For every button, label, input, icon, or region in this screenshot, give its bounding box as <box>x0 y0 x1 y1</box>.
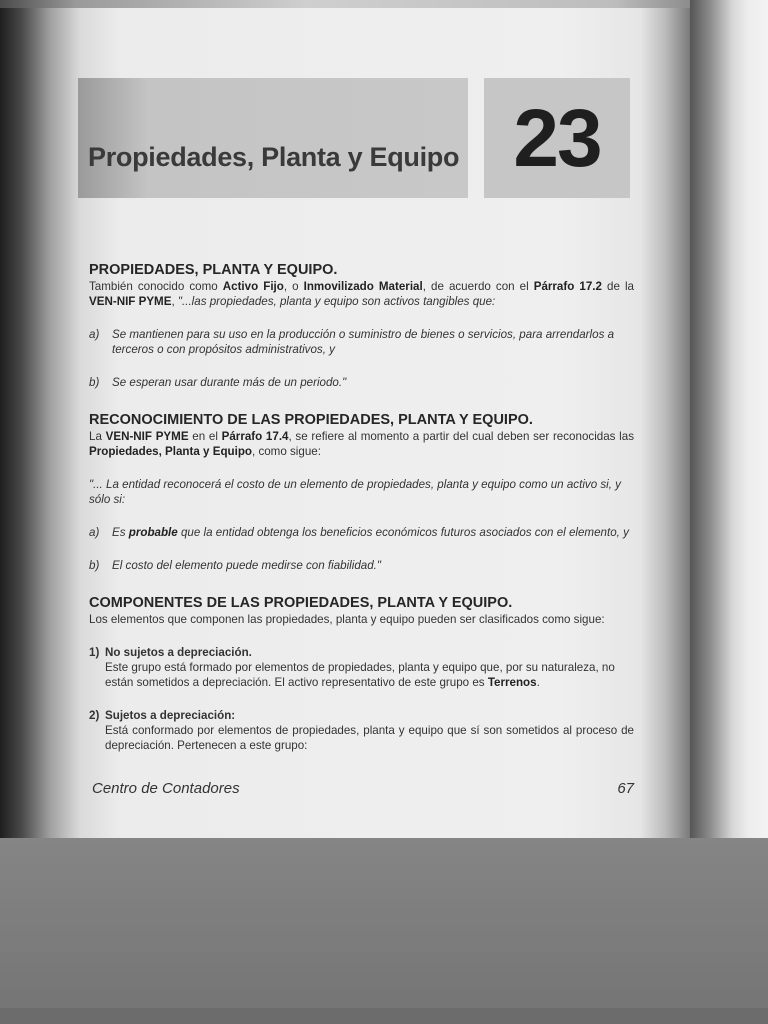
scan-bottom-edge <box>0 1008 768 1024</box>
section-heading-reconocimiento: RECONOCIMIENTO DE LAS PROPIEDADES, PLANTA Y EQUIPO. <box>89 412 533 428</box>
page-right-edge <box>690 0 768 845</box>
chapter-title: Propiedades, Planta y Equipo <box>88 142 460 172</box>
list-item-a: a) Se mantienen para su uso en la producción o suministro de bienes o servicios, para arrendarlos a terceros o con propósitos administrativos, y <box>89 328 615 356</box>
chapter-number: 23 <box>513 93 601 184</box>
list-item-b: b) El costo del elemento puede medirse con fiabilidad." <box>89 559 381 572</box>
section-paragraph-componentes: Los elementos que componen las propiedades, planta y equipo pueden ser clasificados como sigue: <box>89 613 605 626</box>
chapter-title-box <box>78 78 468 198</box>
section-paragraph-reconocimiento: La VEN-NIF PYME en el Párrafo 17.4, se refiere al momento a partir del cual deben ser reconocidas las Propiedades, Planta y Equipo, como sigue: <box>89 430 634 458</box>
numbered-item-1: 1) No sujetos a depreciación. Este grupo está formado por elementos de propiedades, planta y equipo que, por su naturaleza, no están sometidos a depreciación. El activo representativo de este grupo es Terrenos. <box>89 646 615 689</box>
section-heading-componentes: COMPONENTES DE LAS PROPIEDADES, PLANTA Y EQUIPO. <box>89 595 513 611</box>
scan-bottom-band <box>0 838 768 1024</box>
chapter-number-box <box>484 78 630 198</box>
list-item-b: b) Se esperan usar durante más de un periodo." <box>89 376 347 389</box>
quote-paragraph: "... La entidad reconocerá el costo de un elemento de propiedades, planta y equipo como un activo si, y sólo si: <box>89 478 621 506</box>
section-paragraph-definition: También conocido como Activo Fijo, o Inmovilizado Material, de acuerdo con el Párrafo 17.2 de la VEN-NIF PYME, "...las propiedades, planta y equipo son activos tangibles que: <box>89 280 634 308</box>
footer-publisher: Centro de Contadores <box>92 780 240 797</box>
page-content <box>89 262 634 753</box>
list-item-a: a) Es probable que la entidad obtenga los beneficios económicos futuros asociados con el elemento, y <box>89 526 629 539</box>
numbered-item-2: 2) Sujetos a depreciación: Está conformado por elementos de propiedades, planta y equipo que sí son sometidos al proceso de depreciación. Pertenecen a este grupo: <box>89 709 634 752</box>
section-heading-propiedades: PROPIEDADES, PLANTA Y EQUIPO. <box>89 262 338 278</box>
page-number: 67 <box>617 780 634 797</box>
